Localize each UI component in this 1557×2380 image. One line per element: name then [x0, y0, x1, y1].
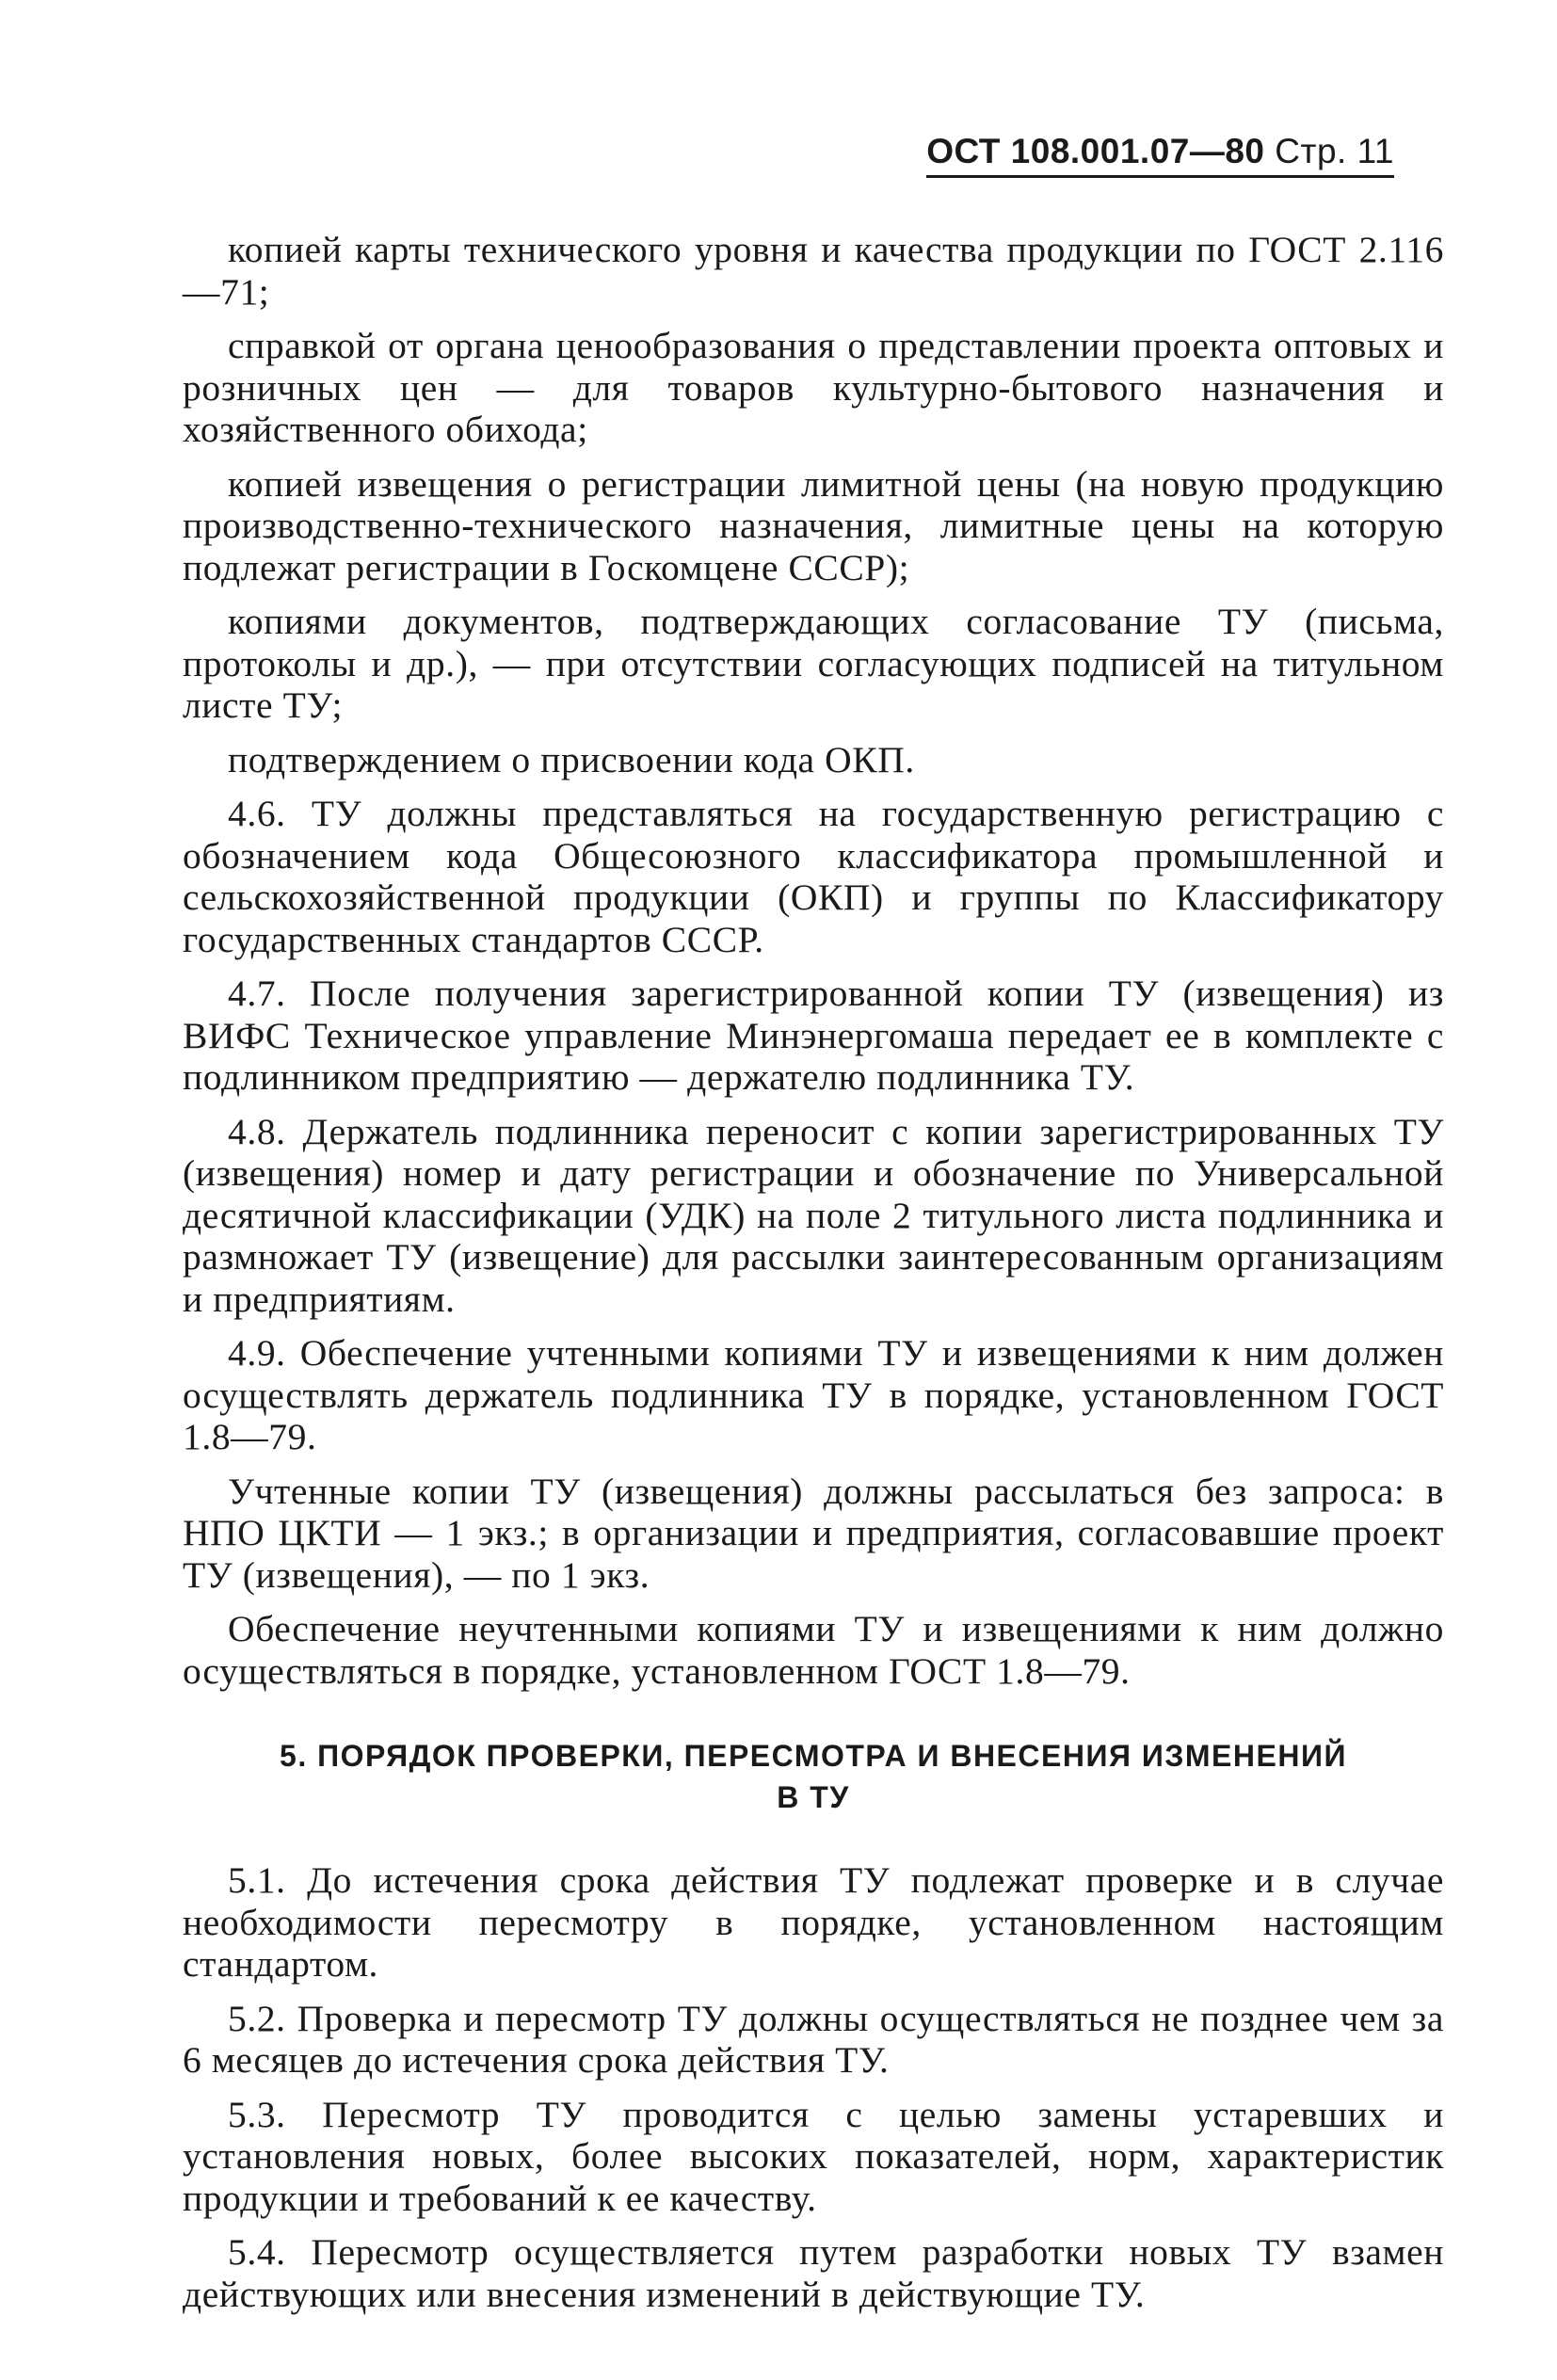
clause-4-7: 4.7. После получения зарегистрированной копии ТУ (извещения) из ВИФС Техническое управление Минэнергомаша передает ее в комплекте с подлинником предприятию — держателю подлинника ТУ.: [183, 973, 1444, 1098]
paragraph: копиями документов, подтверждающих согласование ТУ (письма, протоколы и др.), — при отсутствии согласующих подписей на титульном листе ТУ;: [183, 601, 1444, 726]
page-header: [926, 132, 1394, 178]
paragraph: копией карты технического уровня и качества продукции по ГОСТ 2.116—71;: [183, 229, 1444, 313]
doc-code: ОСТ 108.001.07—80: [926, 132, 1265, 170]
body-text: [183, 229, 1444, 2327]
clause-4-9: 4.9. Обеспечение учтенными копиями ТУ и извещениями к ним должен осуществлять держатель подлинника ТУ в порядке, установленном ГОСТ 1.8—79.: [183, 1332, 1444, 1457]
paragraph: справкой от органа ценообразования о представлении проекта оптовых и розничных цен — для товаров культурно-бытового назначения и хозяйственного обихода;: [183, 325, 1444, 450]
page-number: Стр. 11: [1275, 132, 1394, 170]
paragraph: копией извещения о регистрации лимитной цены (на новую продукцию производственно-технического назначения, лимитные цены на которую подлежат регистрации в Госкомцене СССР);: [183, 462, 1444, 588]
paragraph: Учтенные копии ТУ (извещения) должны рассылаться без запроса: в НПО ЦКТИ — 1 экз.; в организации и предприятия, согласовавшие проект ТУ (извещения), — по 1 экз.: [183, 1470, 1444, 1596]
clause-4-8: 4.8. Держатель подлинника переносит с копии зарегистрированных ТУ (извещения) номер и дату регистрации и обозначение по Универсальной десятичной классификации (УДК) на поле 2 титульного листа подлинника и размножает ТУ (извещение) для рассылки заинтересованным организациям и предприятиям.: [183, 1110, 1444, 1320]
clause-4-6: 4.6. ТУ должны представляться на государственную регистрацию с обозначением кода Общесоюзного классификатора промышленной и сельскохозяйственной продукции (ОКП) и группы по Классификатору государственных стандартов СССР.: [183, 793, 1444, 960]
section-title-line: В ТУ: [777, 1780, 850, 1814]
section-title-line: 5. ПОРЯДОК ПРОВЕРКИ, ПЕРЕСМОТРА И ВНЕСЕНИЯ ИЗМЕНЕНИЙ: [280, 1739, 1347, 1773]
clause-5-2: 5.2. Проверка и пересмотр ТУ должны осуществляться не позднее чем за 6 месяцев до истечения срока действия ТУ.: [183, 1997, 1444, 2081]
paragraph: Обеспечение неучтенными копиями ТУ и извещениями к ним должно осуществляться в порядке, установленном ГОСТ 1.8—79.: [183, 1608, 1444, 1692]
clause-5-4: 5.4. Пересмотр осуществляется путем разработки новых ТУ взамен действующих или внесения изменений в действующие ТУ.: [183, 2231, 1444, 2315]
paragraph: подтверждением о присвоении кода ОКП.: [228, 738, 915, 780]
clause-5-1: 5.1. До истечения срока действия ТУ подлежат проверке и в случае необходимости пересмотру в порядке, установленном настоящим стандартом.: [183, 1859, 1444, 1985]
section-5-title: [183, 1735, 1444, 1818]
clause-5-3: 5.3. Пересмотр ТУ проводится с целью замены устаревших и установления новых, более высоких показателей, норм, характеристик продукции и требований к ее качеству.: [183, 2093, 1444, 2219]
